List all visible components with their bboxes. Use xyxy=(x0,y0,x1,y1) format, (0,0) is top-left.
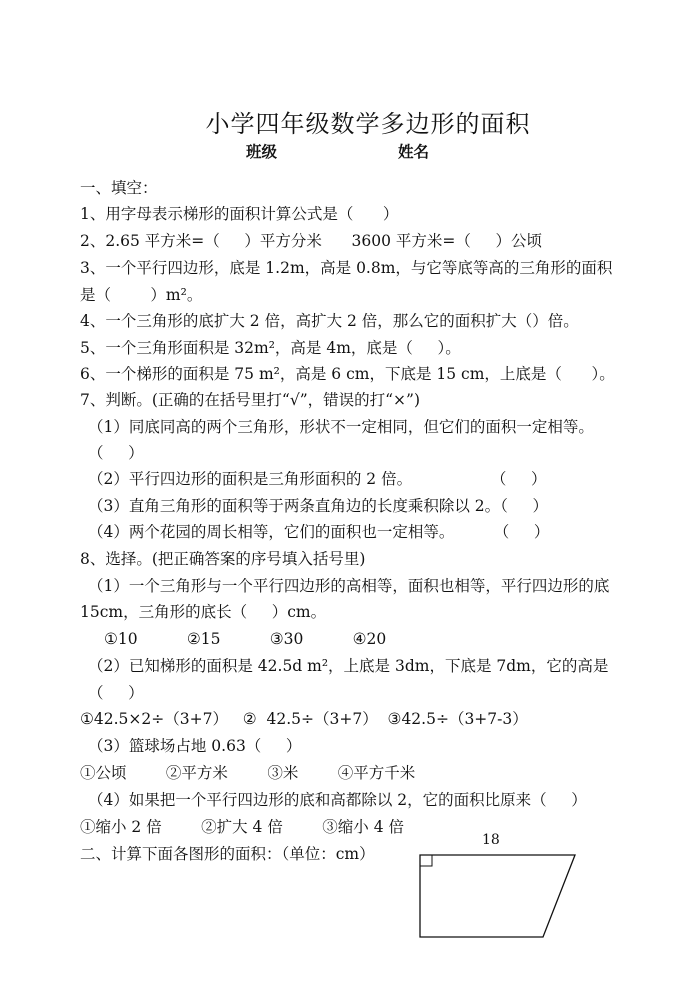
section2-heading: 二、计算下面各图形的面积：（单位：cm） xyxy=(80,845,375,863)
question-line: 6、一个梯形的面积是 75 m²，高是 6 cm，下底是 15 cm，上底是（ ）。 xyxy=(80,365,615,383)
question-line: 15cm，三角形的底长（ ）cm。 xyxy=(80,603,327,621)
right-angle-mark xyxy=(420,855,432,866)
option-line: ①10 ②15 ③30 ④20 xyxy=(104,630,387,648)
figure-dimension-label: 18 xyxy=(482,832,500,848)
option-line: ①公顷 ②平方米 ③米 ④平方千米 xyxy=(80,764,416,782)
question-line: （1）一个三角形与一个平行四边形的高相等，面积也相等，平行四边形的底 xyxy=(88,577,610,595)
section1-heading: 一、填空： xyxy=(80,179,158,197)
question-line: 是（ ）m²。 xyxy=(80,286,203,304)
question-line: 1、用字母表示梯形的面积计算公式是（ ） xyxy=(80,205,399,223)
question-line: （ ） xyxy=(88,444,144,462)
question-line: （4）如果把一个平行四边形的底和高都除以 2，它的面积比原来（ ） xyxy=(88,791,587,809)
question-line: （2）平行四边形的面积是三角形面积的 2 倍。 （ ） xyxy=(88,470,547,488)
question-line: （1）同底同高的两个三角形，形状不一定相同，但它们的面积一定相等。 xyxy=(88,418,594,436)
question-line: 2、2.65 平方米=（ ）平方分米 3600 平方米=（ ）公顷 xyxy=(80,232,542,250)
question-line: （3）直角三角形的面积等于两条直角边的长度乘积除以 2。（ ） xyxy=(88,497,549,515)
question-line: 5、一个三角形面积是 32m²，高是 4m，底是（ ）。 xyxy=(80,339,461,357)
option-line: ①缩小 2 倍 ②扩大 4 倍 ③缩小 4 倍 xyxy=(80,818,404,836)
class-label: 班级 xyxy=(246,142,278,161)
name-label: 姓名 xyxy=(398,142,430,161)
question-line: 4、一个三角形的底扩大 2 倍，高扩大 2 倍，那么它的面积扩大（）倍。 xyxy=(80,312,579,330)
trapezoid-shape xyxy=(420,855,575,937)
question-line: 7、判断。(正确的在括号里打“√”，错误的打“×”) xyxy=(80,391,421,409)
question-line: （ ） xyxy=(88,684,144,702)
question-line: （2）已知梯形的面积是 42.5d m²，上底是 3dm，下底是 7dm，它的高是 xyxy=(88,657,609,675)
question-line: （4）两个花园的周长相等，它们的面积也一定相等。 （ ） xyxy=(88,523,550,541)
question-line: 8、选择。(把正确答案的序号填入括号里) xyxy=(80,550,366,568)
page-title: 小学四年级数学多边形的面积 xyxy=(205,110,531,138)
question-line: 3、一个平行四边形，底是 1.2m，高是 0.8m，与它等底等高的三角形的面积 xyxy=(80,259,613,277)
question-line: （3）篮球场占地 0.63（ ） xyxy=(88,737,302,755)
option-line: ①42.5×2÷（3+7） ② 42.5÷（3+7） ③42.5÷（3+7-3） xyxy=(80,710,528,728)
trapezoid-figure xyxy=(410,830,590,950)
